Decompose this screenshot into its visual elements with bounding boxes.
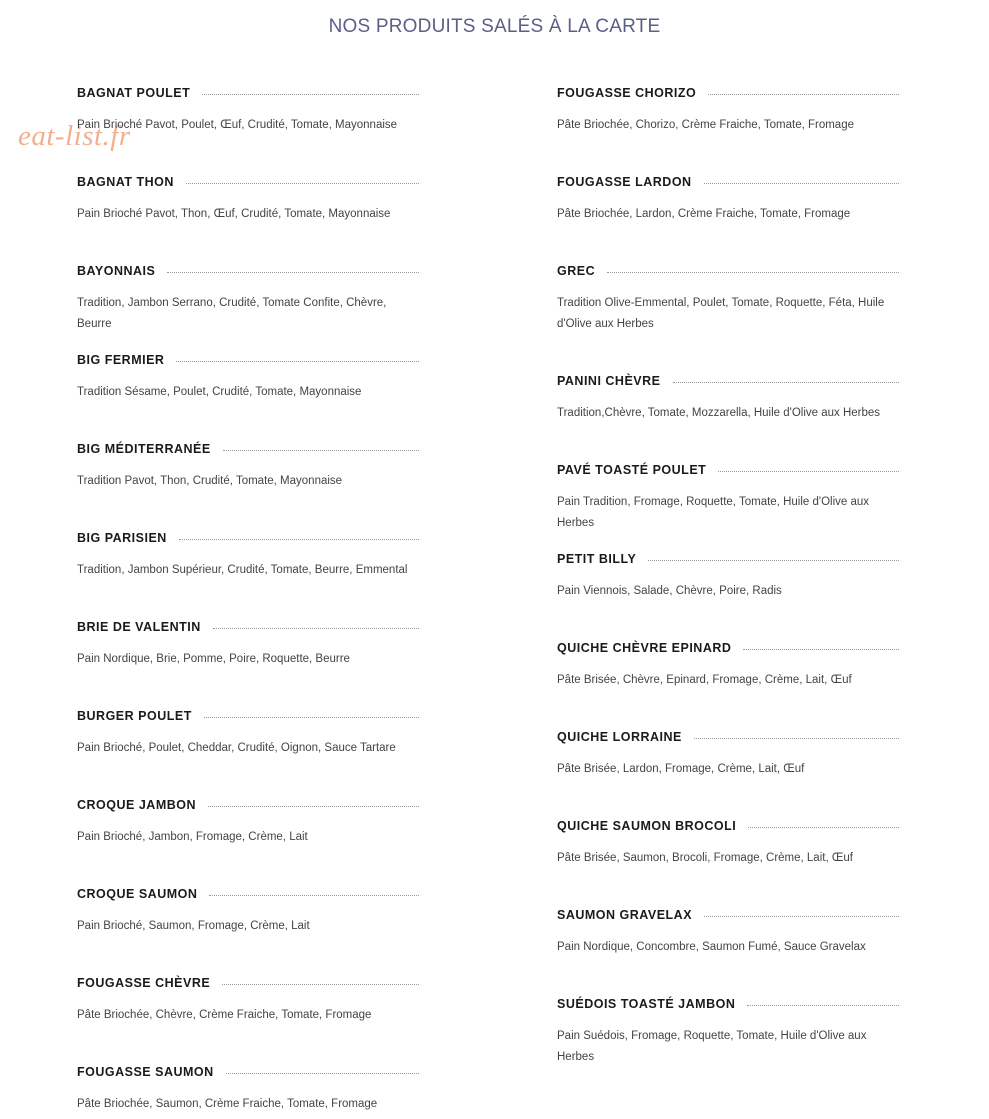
dotted-divider [673,382,899,383]
menu-item-description: Pain Nordique, Concombre, Saumon Fumé, Sauce Gravelax [557,941,866,953]
dotted-divider [708,94,899,95]
menu-item [557,819,899,908]
menu-item-description: Pain Brioché Pavot, Thon, Œuf, Crudité, Tomate, Mayonnaise [77,208,391,220]
watermark-logo: eat-list.fr [18,120,131,152]
menu-item-name: FOUGASSE CHORIZO [557,86,697,100]
menu-item-name: BRIE DE VALENTIN [77,620,201,634]
dotted-divider [694,738,899,739]
dotted-divider [179,539,419,540]
menu-item [77,442,419,531]
menu-item-name: BAYONNAIS [77,264,156,278]
menu-item [557,264,899,374]
menu-item-name: BURGER POULET [77,709,192,723]
menu-item [557,641,899,730]
menu-item-description: Pâte Brisée, Lardon, Fromage, Crème, Lait, Œuf [557,763,805,775]
menu-item [77,353,419,442]
dotted-divider [208,806,419,807]
menu-item-description: Tradition Sésame, Poulet, Crudité, Tomate, Mayonnaise [77,386,362,398]
menu-item-description: Tradition, Jambon Supérieur, Crudité, Tomate, Beurre, Emmental [77,564,408,576]
menu-item [557,908,899,997]
menu-item-description: Pâte Briochée, Saumon, Crème Fraiche, Tomate, Fromage [77,1098,378,1110]
menu-item-description: Tradition Olive-Emmental, Poulet, Tomate, Roquette, Féta, Huile d'Olive aux Herbes [557,297,885,330]
menu-item-description: Tradition Pavot, Thon, Crudité, Tomate, Mayonnaise [77,475,343,487]
menu-item-name: BAGNAT THON [77,175,174,189]
menu-item-description: Pain Brioché, Poulet, Cheddar, Crudité, Oignon, Sauce Tartare [77,742,396,754]
menu-item-name: BIG FERMIER [77,353,165,367]
dotted-divider [186,183,419,184]
menu-item [77,175,419,264]
dotted-divider [223,450,419,451]
menu-item-description: Pâte Briochée, Chorizo, Crème Fraiche, Tomate, Fromage [557,119,854,131]
page-title: NOS PRODUITS SALÉS À LA CARTE [328,16,661,37]
menu-item-description: Tradition,Chèvre, Tomate, Mozzarella, Huile d'Olive aux Herbes [557,407,881,419]
menu-item-name: BAGNAT POULET [77,86,191,100]
menu-item-name: CROQUE JAMBON [77,798,197,812]
menu-item [557,374,899,463]
menu-item [557,175,899,264]
menu-item-description: Pain Brioché, Jambon, Fromage, Crème, Lait [77,831,308,843]
menu-item-name: PETIT BILLY [557,552,637,566]
menu-item [77,86,419,175]
menu-item-name: SAUMON GRAVELAX [557,908,693,922]
menu-item-description: Pâte Briochée, Chèvre, Crème Fraiche, Tomate, Fromage [77,1009,372,1021]
menu-item-name: FOUGASSE CHÈVRE [77,976,211,990]
menu-column-right [557,86,899,1086]
menu-item [77,531,419,620]
menu-item-description: Pâte Brisée, Saumon, Brocoli, Fromage, Crème, Lait, Œuf [557,852,853,864]
menu-item [77,976,419,1065]
menu-item-name: FOUGASSE SAUMON [77,1065,214,1079]
dotted-divider [718,471,899,472]
menu-item [557,997,899,1086]
menu-item [77,264,419,353]
menu-item-description: Pain Brioché, Saumon, Fromage, Crème, Lait [77,920,310,932]
menu-item-name: FOUGASSE LARDON [557,175,692,189]
dotted-divider [704,183,899,184]
dotted-divider [222,984,419,985]
menu-item-description: Tradition, Jambon Serrano, Crudité, Tomate Confite, Chèvre, Beurre [77,297,387,330]
menu-item [77,620,419,709]
menu-item-description: Pâte Briochée, Lardon, Crème Fraiche, Tomate, Fromage [557,208,851,220]
dotted-divider [607,272,899,273]
menu-item-description: Pain Suédois, Fromage, Roquette, Tomate, Huile d'Olive aux Herbes [557,1030,867,1063]
dotted-divider [648,560,899,561]
menu-item [77,798,419,887]
dotted-divider [743,649,899,650]
menu-item-description: Pain Nordique, Brie, Pomme, Poire, Roquette, Beurre [77,653,350,665]
dotted-divider [204,717,419,718]
menu-item-name: PAVÉ TOASTÉ POULET [557,463,707,477]
dotted-divider [213,628,419,629]
menu-item-name: QUICHE CHÈVRE EPINARD [557,641,732,655]
dotted-divider [226,1073,419,1074]
dotted-divider [704,916,899,917]
dotted-divider [167,272,419,273]
menu-column-left [77,86,419,1119]
dotted-divider [748,827,899,828]
menu-item [557,552,899,641]
menu-item-name: BIG PARISIEN [77,531,167,545]
menu-item-name: CROQUE SAUMON [77,887,198,901]
menu-item [77,1065,419,1119]
menu-item-name: SUÉDOIS TOASTÉ JAMBON [557,997,736,1011]
menu-item-name: BIG MÉDITERRANÉE [77,442,211,456]
menu-item [77,887,419,976]
dotted-divider [209,895,419,896]
menu-item [557,463,899,552]
menu-item-description: Pain Tradition, Fromage, Roquette, Tomate, Huile d'Olive aux Herbes [557,496,870,529]
menu-item-description: Pain Viennois, Salade, Chèvre, Poire, Radis [557,585,782,597]
dotted-divider [202,94,419,95]
menu-item-description: Pain Brioché Pavot, Poulet, Œuf, Crudité, Tomate, Mayonnaise [77,119,398,131]
dotted-divider [747,1005,899,1006]
menu-item-name: GREC [557,264,596,278]
menu-item-name: QUICHE LORRAINE [557,730,682,744]
menu-item-name: PANINI CHÈVRE [557,374,661,388]
menu-item [557,730,899,819]
menu-item-description: Pâte Brisée, Chèvre, Epinard, Fromage, Crème, Lait, Œuf [557,674,852,686]
menu-item [77,709,419,798]
menu-item-name: QUICHE SAUMON BROCOLI [557,819,737,833]
dotted-divider [176,361,419,362]
menu-item [557,86,899,175]
